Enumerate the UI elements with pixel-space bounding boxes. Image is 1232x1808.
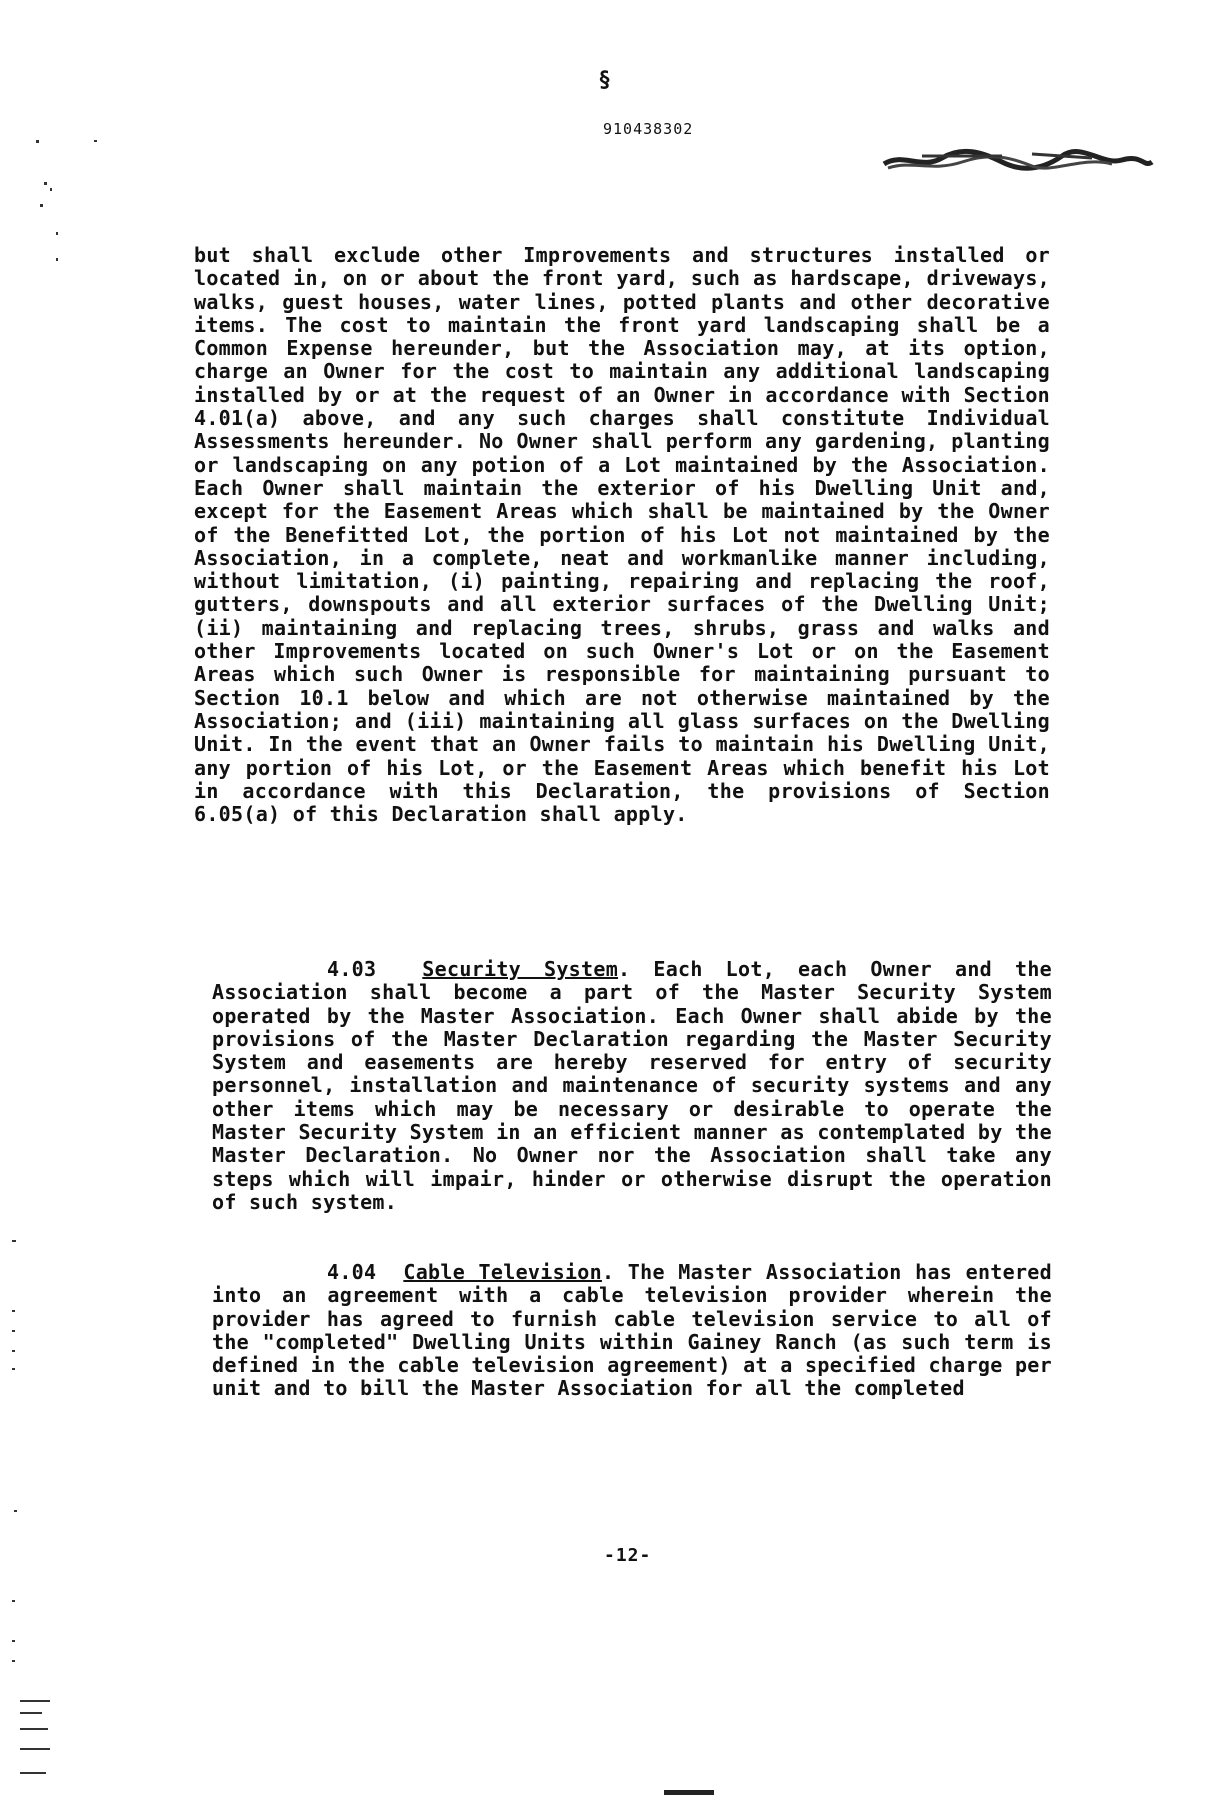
section-body-text: . Each Lot, each Owner and the Association shall become a part of the Master Security System operated by the Master Association. Each Owner shall abide by the provisions of the Master Declaration regarding the Master Security System and easements are hereby reserved for entry of security personnel, installation and maintenance of security systems and any other items which may be necessary or desirable to operate the Master Security System in an efficient manner as contemplated by the Master Declaration. No Owner nor the Association shall take any steps which will impair, hinder or otherwise disrupt the operation of such system. (212, 957, 1052, 1214)
scan-artifact-bar (664, 1790, 714, 1795)
paragraph-cable-television (212, 1261, 1052, 1401)
recording-stamp-scribble (882, 148, 1154, 174)
paragraph-maintenance: but shall exclude other Improvements and structures installed or located in, on or about the front yard, such as hardscape, driveways, walks, guest houses, water lines, potted plants and other decorative items. The cost to maintain the front yard landscaping shall be a Common Expense hereunder, but the Association may, at its option, charge an Owner for the cost to maintain any additional landscaping installed by or at the request of an Owner in accordance with Section 4.01(a) above, and any such charges shall constitute Individual Assessments hereunder. No Owner shall perform any gardening, planting or landscaping on any potion of a Lot maintained by the Association. Each Owner shall maintain the exterior of his Dwelling Unit and, except for the Easement Areas which shall be maintained by the Owner of the Benefitted Lot, the portion of his Lot not maintained by the Association, in a complete, neat and workmanlike manner including, without limitation, (i) painting, repairing and replacing the roof, gutters, downspouts and all exterior surfaces of the Dwelling Unit; (ii) maintaining and replacing trees, shrubs, grass and walks and other Improvements located on such Owner's Lot or on the Easement Areas which such Owner is responsible for maintaining pursuant to Section 10.1 below and which are not otherwise maintained by the Association; and (iii) maintaining all glass surfaces on the Dwelling Unit. In the event that an Owner fails to maintain his Dwelling Unit, any portion of his Lot, or the Easement Areas which benefit his Lot in accordance with this Declaration, the provisions of Section 6.05(a) of this Declaration shall apply. (194, 243, 1050, 827)
section-heading-cable-television: Cable Television (403, 1260, 602, 1284)
document-number: 910438302 (603, 120, 694, 138)
section-number: 4.04 (327, 1260, 377, 1284)
section-heading-security-system: Security System (422, 957, 619, 981)
section-number: 4.03 (327, 957, 377, 981)
page-number: -12- (604, 1545, 652, 1566)
scan-margin-specks (0, 0, 80, 1808)
section-body-text: . The Master Association has entered into an agreement with a cable television provider wherein the provider has agreed to furnish cable television service to all of the "completed" Dwelling Units within Gainey Ranch (as such term is defined in the cable television agreement) at a specified charge per unit and to bill the Master Association for all the completed (212, 1260, 1052, 1401)
paragraph-security-system (212, 958, 1052, 1214)
section-mark: § (598, 68, 611, 93)
